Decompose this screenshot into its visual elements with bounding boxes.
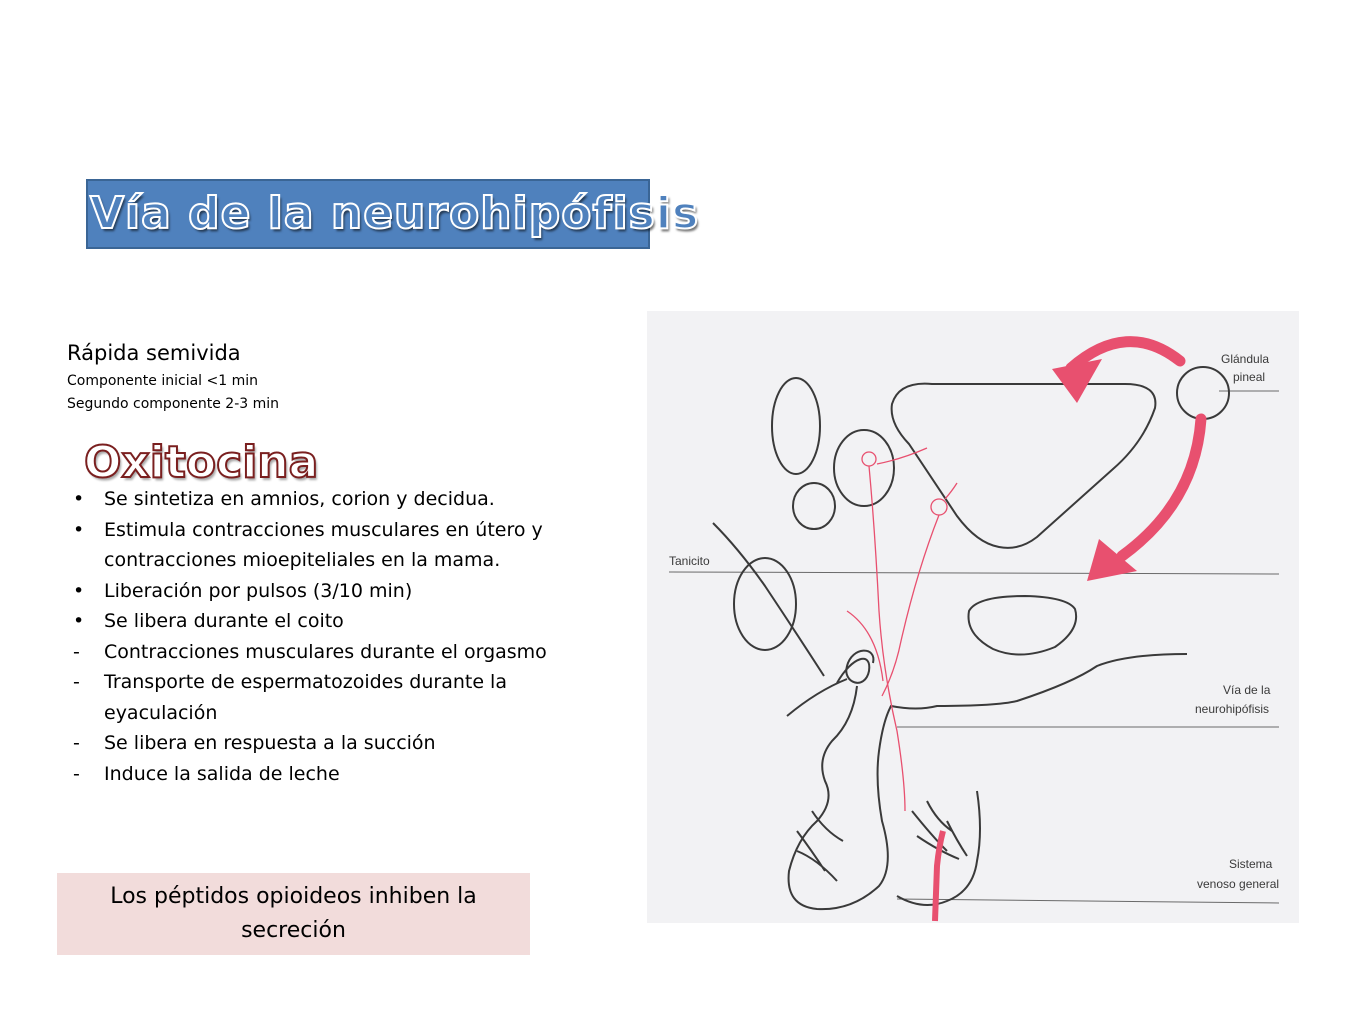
- list-item-text: Contracciones musculares durante el orgasmo: [104, 640, 547, 663]
- dash-marker: -: [73, 732, 80, 754]
- diagram-background: [647, 311, 1299, 923]
- list-item: [67, 728, 597, 759]
- bullet-marker: •: [73, 579, 85, 602]
- list-item: [67, 484, 597, 515]
- dash-marker: -: [73, 671, 80, 693]
- list-item: [67, 759, 597, 790]
- bullet-list: [67, 484, 597, 789]
- neurohypophysis-diagram: [647, 311, 1299, 923]
- label-venous-1: Sistema: [1229, 857, 1273, 871]
- label-pineal-1: Glándula: [1221, 352, 1270, 366]
- detail-second: Segundo componente 2-3 min: [67, 396, 280, 412]
- dash-marker: -: [73, 762, 80, 785]
- note-box: [57, 873, 530, 955]
- list-item-text: Se libera durante el coito: [104, 610, 344, 632]
- hormone-heading: Oxitocina: [84, 437, 319, 488]
- list-item-text: Liberación por pulsos (3/10 min): [104, 579, 413, 602]
- list-item: [67, 637, 597, 668]
- bullet-marker: •: [73, 610, 85, 632]
- slide-title: Vía de la neurohipófisis: [90, 188, 700, 239]
- label-venous-2: venoso general: [1197, 877, 1280, 891]
- title-banner: [86, 179, 700, 249]
- note-text: Los péptidos opioideos inhiben la secreción: [110, 884, 477, 943]
- label-pineal-2: pineal: [1233, 370, 1266, 384]
- list-item-text: Transporte de espermatozoides durante la eyaculación: [104, 671, 507, 724]
- list-item-text: Induce la salida de leche: [104, 762, 340, 785]
- list-item: [67, 606, 597, 637]
- label-pathway-2: neurohipófisis: [1195, 702, 1270, 716]
- label-tanycyte: Tanicito: [669, 554, 710, 568]
- subtitle: Rápida semivida: [67, 341, 241, 365]
- list-item-text: Se libera en respuesta a la succión: [104, 732, 436, 754]
- list-item: [67, 667, 597, 728]
- bullet-marker: •: [73, 518, 85, 541]
- list-item-text: Estimula contracciones musculares en útero y contracciones mioepiteliales en la mama.: [104, 518, 543, 571]
- list-item: [67, 515, 597, 576]
- detail-initial: Componente inicial <1 min: [67, 373, 258, 389]
- label-pathway-1: Vía de la: [1223, 683, 1271, 697]
- bullet-marker: •: [73, 488, 85, 510]
- dash-marker: -: [73, 640, 80, 663]
- list-item-text: Se sintetiza en amnios, corion y decidua.: [104, 488, 495, 510]
- list-item: [67, 576, 597, 607]
